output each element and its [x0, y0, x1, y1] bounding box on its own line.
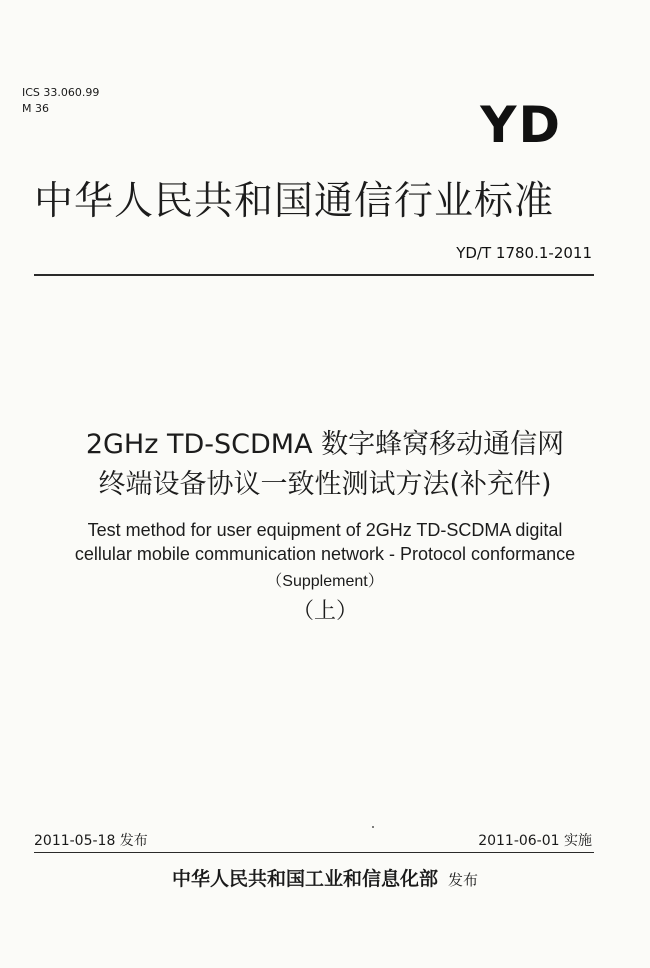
- ics-code: ICS 33.060.99: [22, 86, 100, 99]
- top-divider: [34, 274, 594, 276]
- print-speck: [372, 826, 374, 828]
- chinese-title-line-1: 2GHz TD-SCDMA 数字蜂窝移动通信网: [85, 429, 565, 460]
- english-title-line-2: cellular mobile communication network - Protocol conformance: [74, 544, 576, 564]
- issuing-authority: [0, 864, 650, 891]
- issuer-name: 中华人民共和国工业和信息化部: [171, 868, 438, 890]
- standard-number: YD/T 1780.1-2011: [456, 244, 592, 262]
- bottom-divider: [34, 852, 594, 853]
- chinese-title-line-2: 终端设备协议一致性测试方法(补充件): [98, 469, 552, 500]
- standard-category: 中华人民共和国通信行业标准: [34, 179, 555, 224]
- issuer-suffix: 发布: [448, 871, 479, 889]
- issue-date: 2011-05-18 发布: [34, 833, 148, 849]
- yd-logo: YD: [480, 96, 562, 154]
- english-title-line-1: Test method for user equipment of 2GHz TD-SCDMA digital: [87, 520, 563, 540]
- implementation-date: 2011-06-01 实施: [478, 833, 592, 849]
- volume-label: （上）: [291, 599, 358, 624]
- supplement-label: （Supplement）: [266, 573, 384, 590]
- classification-code: M 36: [22, 102, 49, 115]
